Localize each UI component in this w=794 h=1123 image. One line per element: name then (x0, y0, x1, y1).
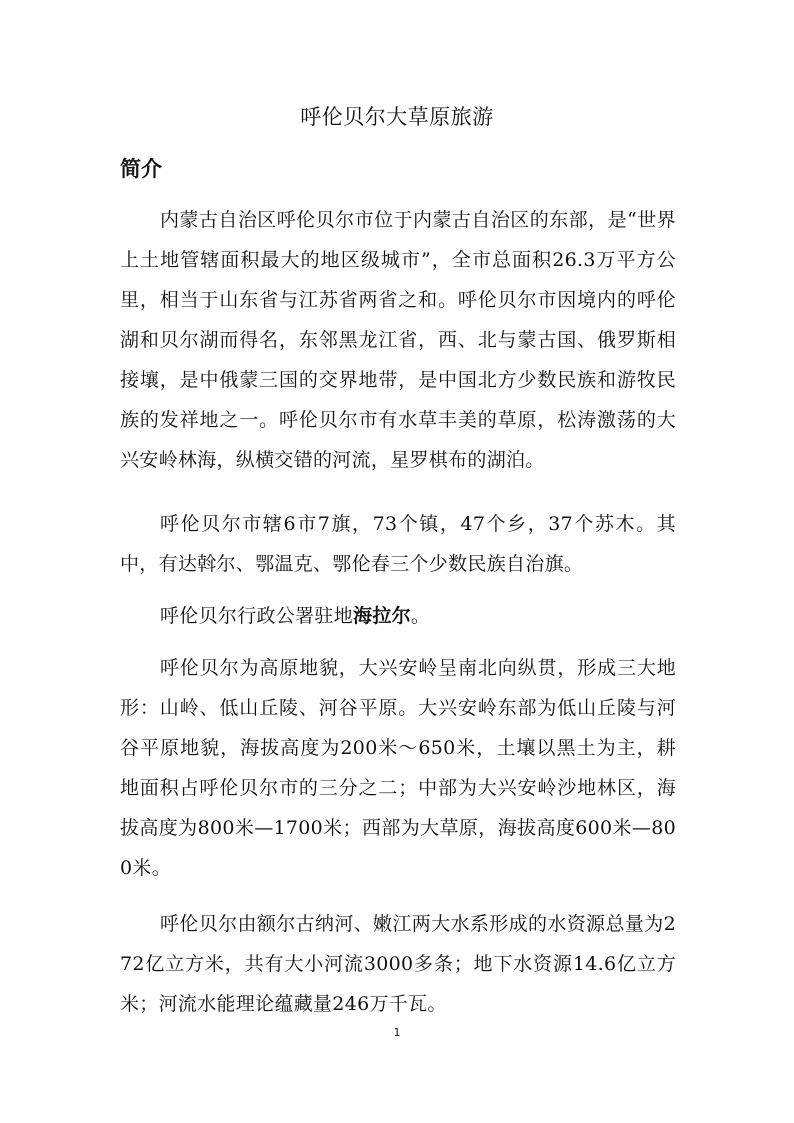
paragraph-overview: 内蒙古自治区呼伦贝尔市位于内蒙古自治区的东部，是“世界上土地管辖面积最大的地区级城市”，全市总面积26.3万平方公里，相当于山东省与江苏省两省之和。呼伦贝尔市因境内的呼伦湖和贝尔湖而得名，东邻黑龙江省，西、北与蒙古国、俄罗斯相接壤，是中俄蒙三国的交界地带，是中国北方少数民族和游牧民族的发祥地之一。呼伦贝尔市有水草丰美的草原，松涛激荡的大兴安岭林海，纵横交错的河流，星罗棋布的湖泊。 (120, 209, 676, 471)
paragraph-administrative-divisions: 呼伦贝尔市辖6市7旗，73个镇，47个乡，37个苏木。其中，有达斡尔、鄂温克、鄂伦春三个少数民族自治旗。 (120, 513, 676, 575)
paragraph-water-resources: 呼伦贝尔由额尔古纳河、嫩江两大水系形成的水资源总量为272亿立方米，共有大小河流3000多条；地下水资源14.6亿立方米；河流水能理论蕴藏量246万千瓦。 (120, 913, 676, 1015)
document-title: 呼伦贝尔大草原旅游 (300, 105, 494, 129)
seat-text-suffix: 。 (410, 605, 431, 627)
paragraph-topography: 呼伦贝尔为高原地貌，大兴安岭呈南北向纵贯，形成三大地形：山岭、低山丘陵、河谷平原。大兴安岭东部为低山丘陵与河谷平原地貌，海拔高度为200米～650米，土壤以黑土为主，耕地面积占呼伦贝尔市的三分之二；中部为大兴安岭沙地林区，海拔高度为800米—1700米；西部为大草原，海拔高度600米—800米。 (120, 657, 676, 879)
seat-city-name: 海拉尔 (353, 605, 411, 627)
seat-text-prefix: 呼伦贝尔行政公署驻地 (160, 605, 354, 627)
page-number: 1 (393, 1026, 401, 1039)
paragraph-government-seat (120, 596, 676, 636)
section-heading-intro: 简介 (120, 156, 162, 181)
